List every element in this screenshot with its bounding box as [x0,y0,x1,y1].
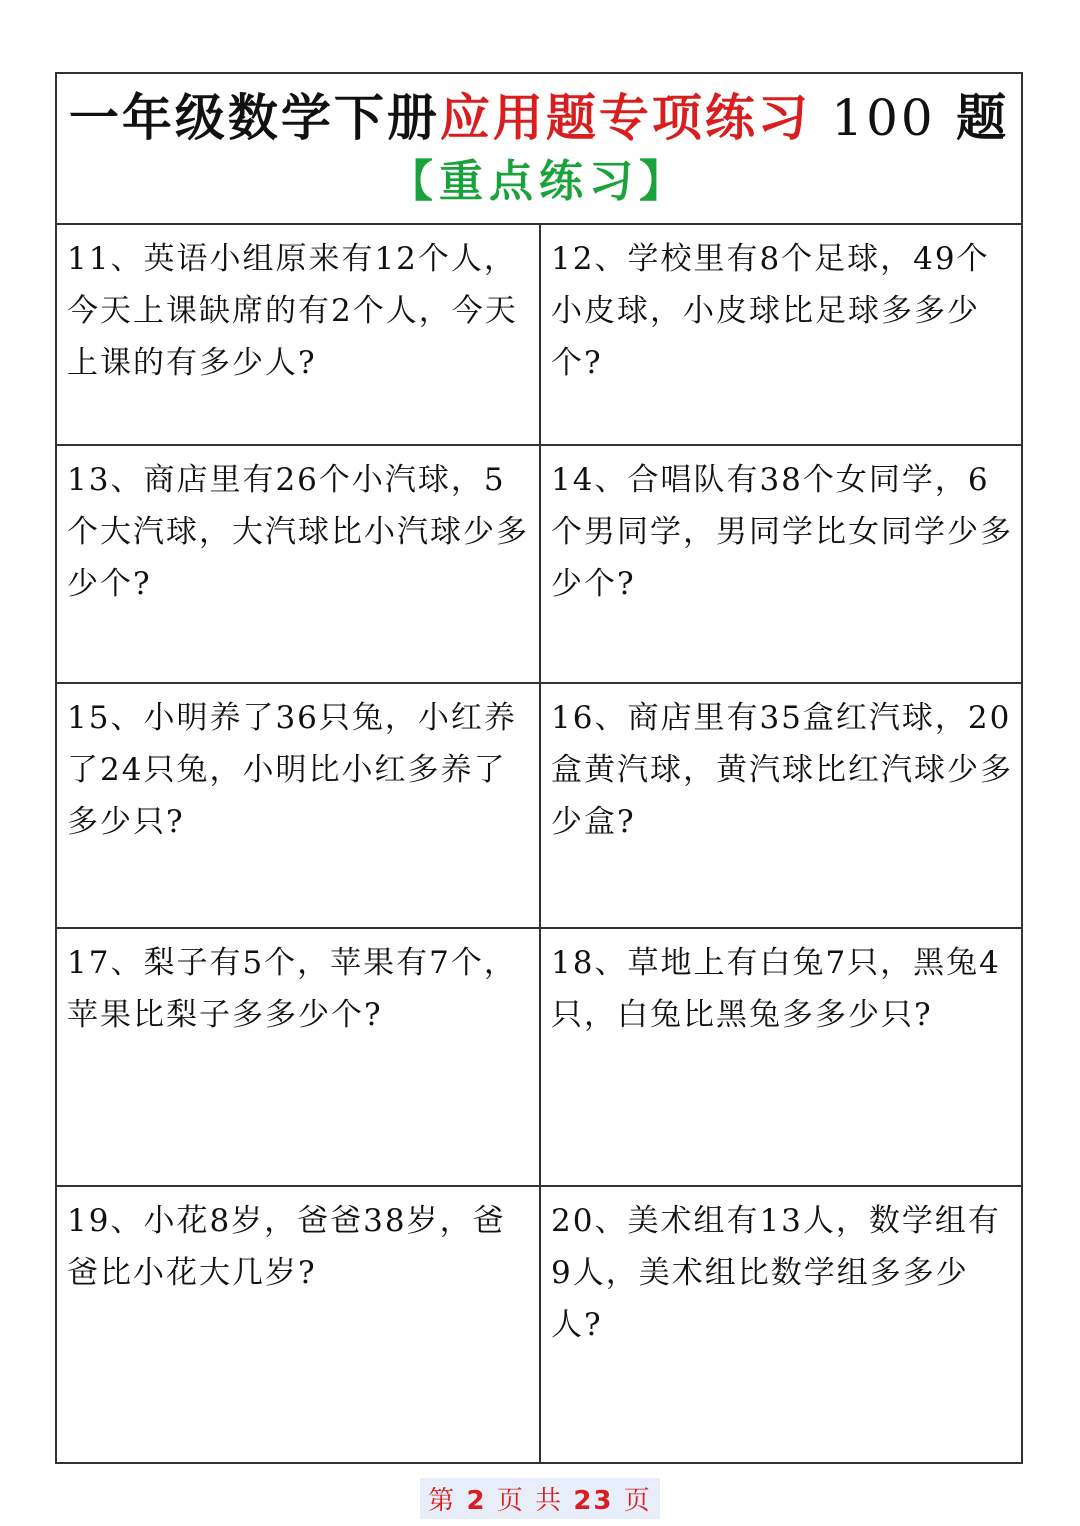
page-footer [0,1478,1080,1519]
problem-11: 11、英语小组原来有12个人，今天上课缺席的有2个人，今天上课的有多少人? [57,225,541,446]
worksheet [55,72,1023,1464]
title-part-black: 一年级数学下册 [68,88,440,147]
page-subtitle: 【重点练习】 [389,156,689,207]
footer-suffix: 页 [623,1486,652,1516]
problem-grid [57,225,1021,1464]
problem-15: 15、小明养了36只兔，小红养了24只兔，小明比小红多养了多少只? [57,684,541,929]
problem-14: 14、合唱队有38个女同学，6个男同学，男同学比女同学少多少个? [541,446,1023,684]
problem-19: 19、小花8岁，爸爸38岁，爸爸比小花大几岁? [57,1187,541,1464]
title-number: 100 [831,89,936,147]
title-end: 题 [956,88,1010,147]
problem-16: 16、商店里有35盒红汽球，20盒黄汽球，黄汽球比红汽球少多少盒? [541,684,1023,929]
page-title [57,74,1021,148]
title-part-red: 应用题专项练习 [439,88,811,147]
footer-middle: 页 共 [496,1486,564,1516]
problem-20: 20、美术组有13人，数学组有9人，美术组比数学组多多少人? [551,1203,1001,1343]
total-page-number: 23 [573,1486,614,1516]
problem-12: 12、学校里有8个足球，49个小皮球，小皮球比足球多多少个? [541,225,1023,446]
problem-17: 17、梨子有5个，苹果有7个，苹果比梨子多多少个? [57,929,541,1187]
page-indicator [420,1478,660,1519]
footer-prefix: 第 [428,1486,457,1516]
problem-18: 18、草地上有白兔7只，黑兔4只，白兔比黑兔多多少只? [541,929,1023,1187]
problem-13: 13、商店里有26个小汽球，5个大汽球，大汽球比小汽球少多少个? [57,446,541,684]
current-page-number: 2 [466,1486,487,1516]
worksheet-header [57,74,1021,225]
